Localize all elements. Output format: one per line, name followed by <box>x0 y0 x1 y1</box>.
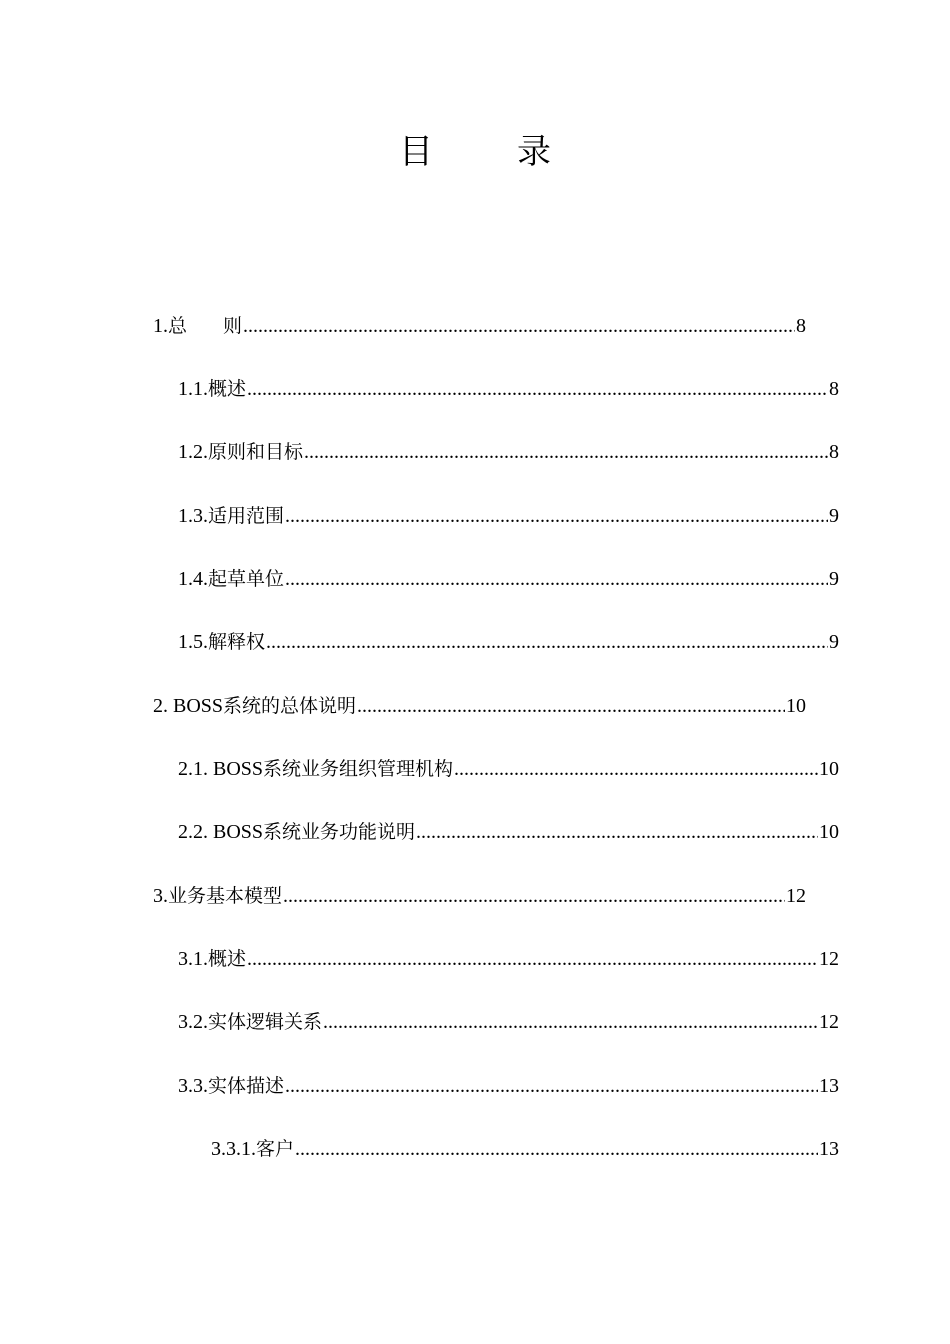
toc-entry-number: 1.2. <box>178 441 208 463</box>
toc-entry-1-1[interactable] <box>178 374 839 404</box>
toc-dot-leader <box>285 501 828 531</box>
toc-dot-leader <box>247 374 828 404</box>
title-char-1: 目 <box>399 132 433 172</box>
toc-dot-leader <box>247 944 818 974</box>
title-char-2: 录 <box>517 132 551 172</box>
toc-entry-label: 解释权 <box>208 631 266 653</box>
toc-entry-1[interactable] <box>153 311 806 341</box>
toc-entry-3-2[interactable] <box>178 1007 839 1037</box>
toc-page-number: 12 <box>819 1011 839 1033</box>
toc-entry-number: 3.1. <box>178 948 208 970</box>
toc-entry-label: 起草单位 <box>208 568 285 590</box>
toc-entry-1-5[interactable] <box>178 627 839 657</box>
toc-entry-label: 概述 <box>208 948 247 970</box>
toc-entry-3[interactable] <box>153 881 806 911</box>
toc-entry-number: 1.5. <box>178 631 208 653</box>
toc-dot-leader <box>323 1007 818 1037</box>
toc-entry-number: 1.1. <box>178 378 208 400</box>
toc-entry-3-3-1[interactable] <box>211 1134 839 1164</box>
toc-dot-leader <box>243 311 795 341</box>
toc-entry-label: 系统业务组织管理机构 <box>263 758 454 780</box>
toc-page-number: 9 <box>829 505 839 527</box>
toc-entry-number: 3.3.1. <box>211 1138 256 1160</box>
toc-entry-number: 3.2. <box>178 1011 208 1033</box>
toc-entry-number: 3.3. <box>178 1075 208 1097</box>
toc-entry-label: 系统的总体说明 <box>223 695 357 717</box>
toc-entry-3-3[interactable] <box>178 1071 839 1101</box>
toc-page-number: 12 <box>819 948 839 970</box>
toc-page-number: 8 <box>796 315 806 337</box>
toc-entry-label: 客户 <box>256 1138 295 1160</box>
toc-page-number: 8 <box>829 441 839 463</box>
toc-entry-label: 实体逻辑关系 <box>208 1011 323 1033</box>
toc-dot-leader <box>266 627 828 657</box>
toc-entry-number: 2.1. BOSS <box>178 758 264 780</box>
toc-dot-leader <box>454 754 818 784</box>
toc-dot-leader <box>283 881 785 911</box>
toc-entry-number: 2. BOSS <box>153 695 224 717</box>
toc-page-number: 10 <box>786 695 806 717</box>
toc-entry-label: 系统业务功能说明 <box>263 821 416 843</box>
toc-entry-1-3[interactable] <box>178 501 839 531</box>
toc-entry-2-2[interactable] <box>178 817 839 847</box>
toc-page-number: 13 <box>819 1138 839 1160</box>
toc-entry-number: 1.4. <box>178 568 208 590</box>
toc-page-number: 10 <box>819 758 839 780</box>
toc-entry-label: 原则和目标 <box>208 441 304 463</box>
toc-entry-1-4[interactable] <box>178 564 839 594</box>
toc-entry-number: 1.3. <box>178 505 208 527</box>
toc-dot-leader <box>285 564 828 594</box>
toc-page-number: 8 <box>829 378 839 400</box>
toc-entry-label: 适用范围 <box>208 505 285 527</box>
toc-entry-3-1[interactable] <box>178 944 839 974</box>
toc-page-number: 12 <box>786 885 806 907</box>
toc-dot-leader <box>416 817 818 847</box>
toc-dot-leader <box>304 437 828 467</box>
toc-page-number: 13 <box>819 1075 839 1097</box>
toc-entry-label: 概述 <box>208 378 247 400</box>
toc-entry-label: 总 则 <box>168 315 243 337</box>
toc-entry-number: 3. <box>153 885 168 907</box>
toc-entry-number: 1. <box>153 315 168 337</box>
toc-entry-label: 业务基本模型 <box>168 885 283 907</box>
toc-entry-1-2[interactable] <box>178 437 839 467</box>
toc-dot-leader <box>285 1071 818 1101</box>
toc-entry-label: 实体描述 <box>208 1075 285 1097</box>
toc-dot-leader <box>357 691 785 721</box>
toc-entry-2-1[interactable] <box>178 754 839 784</box>
toc-page-number: 9 <box>829 631 839 653</box>
toc-dot-leader <box>295 1134 818 1164</box>
toc-entry-2[interactable] <box>153 691 806 721</box>
toc-page-number: 9 <box>829 568 839 590</box>
toc-page-number: 10 <box>819 821 839 843</box>
toc-entry-number: 2.2. BOSS <box>178 821 264 843</box>
